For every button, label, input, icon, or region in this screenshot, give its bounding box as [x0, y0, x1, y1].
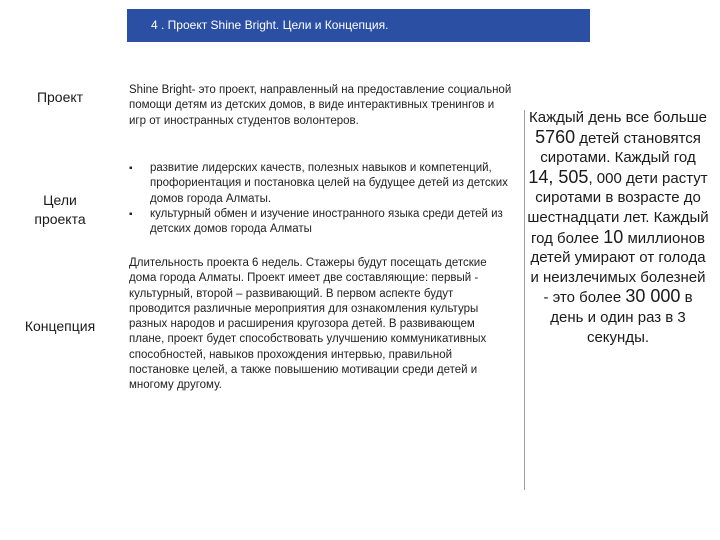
column-divider: [524, 110, 525, 490]
concept-description: Длительность проекта 6 недель. Стажеры будут посещать детские дома города Алматы. Проект имеет две составляющие: первый - культурный, второй – развивающий. В первом аспекте будут проводится различные мероприятия для ознакомления культуры разных народов и расширения кругозора детей. В развивающем плане, проект будет способствовать улучшению коммуникативных способностей, навыков прохождения интервью, правильной постановке целей, а также повышению мотивации среди детей и многому другому.: [129, 257, 487, 392]
goal-item: ▪ культурный обмен и изучение иностранного языка среди детей из детских домов города Алматы: [129, 207, 513, 238]
project-description: Shine Bright- это проект, направленный на предоставление социальной помощи детям из детских домов, в виде интерактивных тренингов и игр от иностранных студентов волонтеров.: [129, 84, 512, 127]
goal-item: ▪ развитие лидерских качеств, полезных навыков и компетенций, профориентация и постановка целей на будущее детей из детских домов города Алматы.: [129, 161, 513, 207]
label-goals-line1: Цели: [43, 192, 77, 208]
stat-text: детей становятся сиротами. Каждый год: [540, 129, 701, 167]
stat-number: 3: [677, 308, 686, 326]
label-goals-line2: проекта: [34, 211, 86, 227]
goals-list: [129, 161, 513, 237]
stat-text: секунды.: [586, 328, 650, 346]
stat-number: 30 000: [625, 286, 681, 307]
stat-text: миллионов детей умирают от голода и неизлечимых болезней - это более: [530, 229, 706, 307]
stat-text: Каждый день все больше: [529, 109, 707, 126]
label-concept: Концепция: [24, 318, 96, 334]
stat-text: дети растут сиротами в возрасте до шестнадцати лет. Каждый год более: [527, 169, 709, 247]
slide-title: 4 . Проект Shine Bright. Цели и Концепция.: [151, 18, 389, 32]
stat-number: 14, 505: [528, 166, 589, 187]
stat-number: , 000: [588, 169, 622, 187]
slide-title-bar: [127, 9, 590, 42]
statistics-text: [527, 108, 709, 347]
stat-number: 10: [603, 226, 624, 247]
stat-number: 5760: [535, 126, 576, 147]
label-project: Проект: [36, 89, 84, 105]
stat-text: в день и один раз в: [550, 289, 693, 326]
label-goals: [10, 191, 110, 229]
